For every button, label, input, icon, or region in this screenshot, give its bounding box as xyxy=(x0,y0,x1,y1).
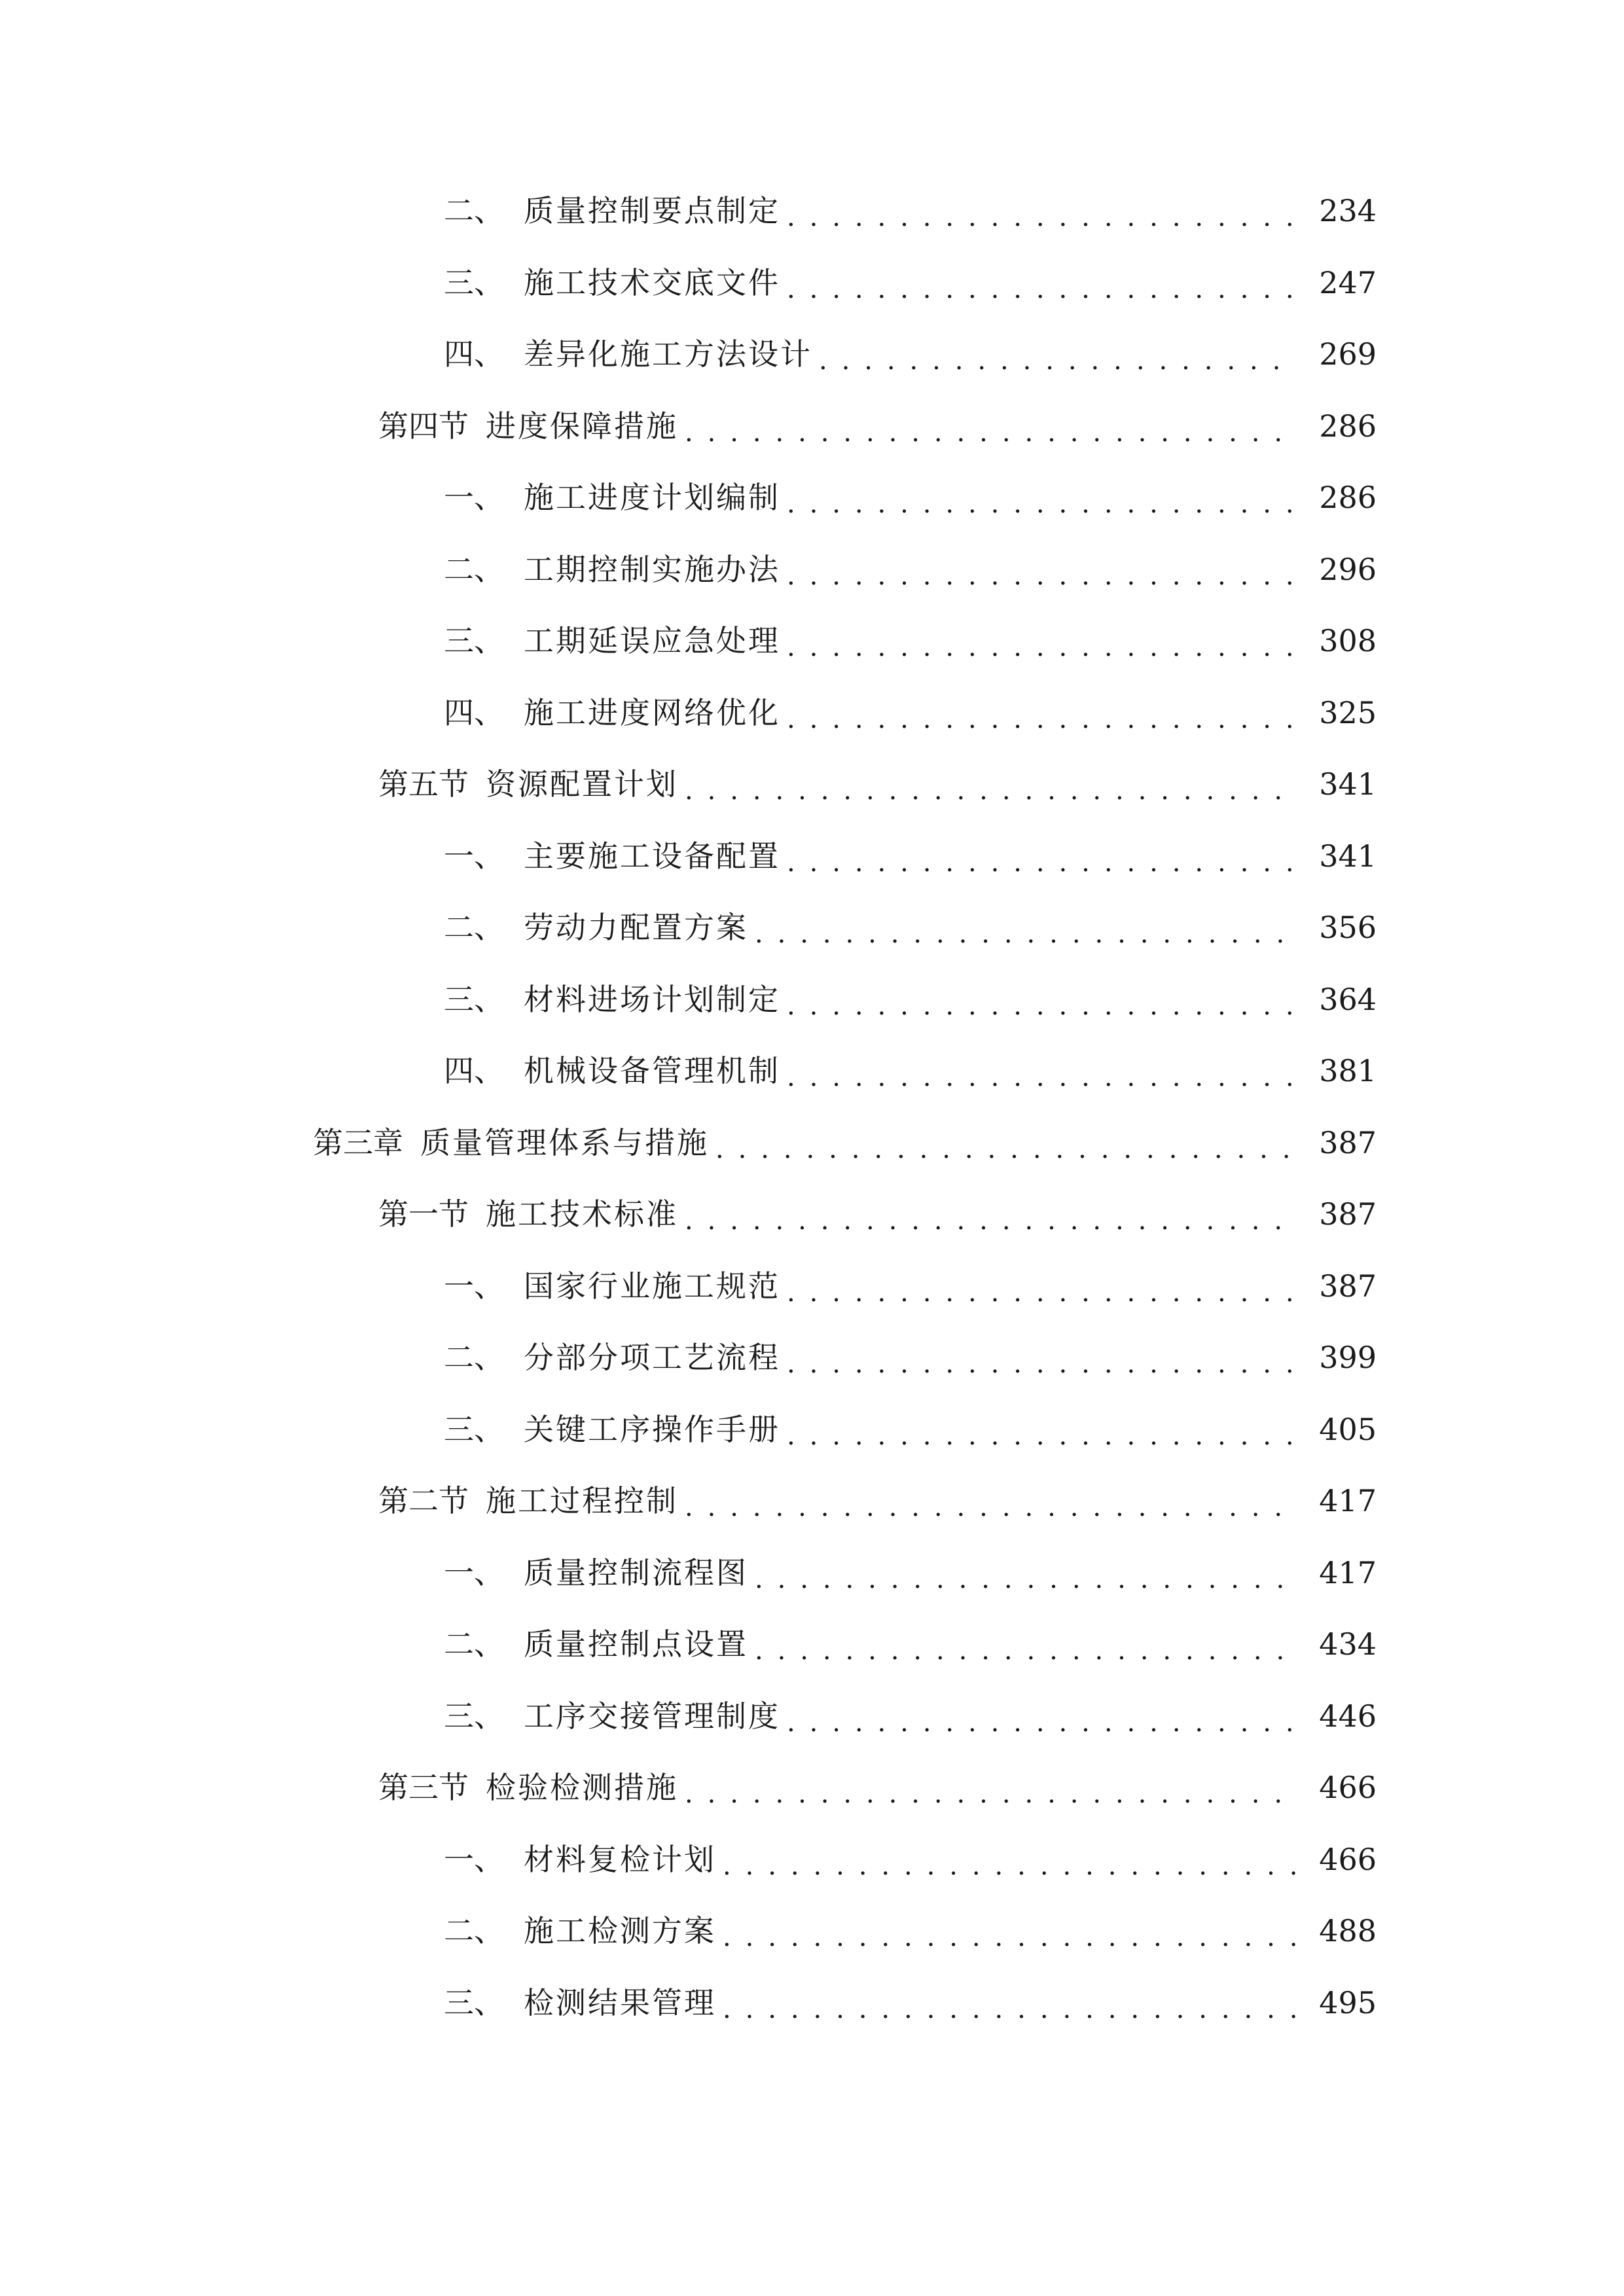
toc-entry-page-number: 387 xyxy=(1310,1188,1377,1240)
toc-entry-title: 机械设备管理机制 xyxy=(524,1053,780,1088)
toc-entry[interactable] xyxy=(378,758,1624,810)
toc-entry-page-number: 364 xyxy=(1310,973,1377,1026)
toc-entry-page-number: 234 xyxy=(1310,185,1377,237)
toc-entry[interactable] xyxy=(444,1547,1624,1599)
toc-entry-title: 质量管理体系与措施 xyxy=(420,1124,709,1160)
toc-entry[interactable] xyxy=(444,830,1624,882)
toc-entry[interactable] xyxy=(444,328,1624,380)
toc-entry-page-number: 341 xyxy=(1310,758,1377,810)
toc-entry-number: 二、 xyxy=(444,551,504,587)
toc-entry-title: 检测结果管理 xyxy=(524,1984,716,2020)
toc-entry[interactable] xyxy=(444,615,1624,667)
toc-entry[interactable] xyxy=(444,973,1624,1026)
toc-entry[interactable] xyxy=(444,1977,1624,2029)
toc-entry-title: 资源配置计划 xyxy=(486,766,678,802)
toc-dot-leader xyxy=(685,1188,1297,1240)
toc-entry[interactable] xyxy=(444,1403,1624,1456)
toc-dot-leader xyxy=(715,1117,1297,1169)
toc-entry-title: 进度保障措施 xyxy=(486,408,678,444)
toc-dot-leader xyxy=(787,1690,1297,1742)
toc-entry-title: 施工进度计划编制 xyxy=(524,480,780,515)
toc-entry-page-number: 387 xyxy=(1310,1117,1377,1169)
toc-entry-number: 第三节 xyxy=(378,1770,469,1805)
toc-dot-leader xyxy=(685,758,1297,810)
toc-dot-leader xyxy=(685,1761,1297,1814)
toc-entry-page-number: 308 xyxy=(1310,615,1377,667)
toc-entry-title: 施工检测方案 xyxy=(524,1913,716,1948)
toc-dot-leader xyxy=(755,901,1297,954)
toc-entry-title: 质量控制点设置 xyxy=(524,1626,748,1662)
toc-entry-title: 国家行业施工规范 xyxy=(524,1268,780,1304)
toc-dot-leader xyxy=(787,471,1297,524)
toc-entry-title: 检验检测措施 xyxy=(486,1770,678,1805)
toc-entry-number: 一、 xyxy=(444,1554,504,1590)
toc-entry-number: 第一节 xyxy=(378,1196,469,1232)
toc-entry[interactable] xyxy=(378,1761,1624,1814)
toc-entry-title: 关键工序操作手册 xyxy=(524,1411,780,1447)
toc-entry[interactable] xyxy=(444,1690,1624,1742)
toc-entry-page-number: 434 xyxy=(1310,1618,1377,1670)
toc-dot-leader xyxy=(685,1475,1297,1527)
toc-entry-number: 第五节 xyxy=(378,766,469,802)
toc-entry-number: 四、 xyxy=(444,1053,504,1088)
toc-entry[interactable] xyxy=(378,1188,1624,1240)
toc-entry-page-number: 405 xyxy=(1310,1403,1377,1456)
toc-dot-leader xyxy=(787,1260,1297,1312)
toc-entry[interactable] xyxy=(444,1331,1624,1384)
toc-entry-title: 工期延误应急处理 xyxy=(524,623,780,658)
toc-dot-leader xyxy=(787,615,1297,667)
toc-dot-leader xyxy=(787,1403,1297,1456)
toc-entry-number: 三、 xyxy=(444,981,504,1017)
toc-entry-page-number: 341 xyxy=(1310,830,1377,882)
toc-entry-number: 二、 xyxy=(444,1913,504,1948)
toc-entry[interactable] xyxy=(444,1833,1624,1886)
toc-entry-number: 一、 xyxy=(444,838,504,874)
toc-entry-title: 差异化施工方法设计 xyxy=(524,336,812,372)
toc-entry[interactable] xyxy=(444,901,1624,954)
toc-dot-leader xyxy=(787,257,1297,309)
toc-entry-number: 二、 xyxy=(444,1340,504,1375)
toc-entry-page-number: 417 xyxy=(1310,1547,1377,1599)
toc-entry-number: 三、 xyxy=(444,623,504,658)
toc-entry[interactable] xyxy=(444,185,1624,237)
toc-entry-title: 施工过程控制 xyxy=(486,1483,678,1518)
toc-entry-title: 工序交接管理制度 xyxy=(524,1698,780,1734)
toc-entry-page-number: 269 xyxy=(1310,328,1377,380)
toc-dot-leader xyxy=(723,1833,1297,1886)
toc-entry-page-number: 296 xyxy=(1310,543,1377,596)
toc-entry-page-number: 466 xyxy=(1310,1761,1377,1814)
toc-entry[interactable] xyxy=(444,687,1624,739)
toc-entry-number: 四、 xyxy=(444,336,504,372)
toc-entry-number: 三、 xyxy=(444,1984,504,2020)
toc-entry-page-number: 488 xyxy=(1310,1905,1377,1957)
toc-dot-leader xyxy=(787,1331,1297,1384)
toc-entry-title: 分部分项工艺流程 xyxy=(524,1340,780,1375)
toc-dot-leader xyxy=(787,830,1297,882)
toc-entry[interactable] xyxy=(444,1618,1624,1670)
toc-entry[interactable] xyxy=(378,1475,1624,1527)
toc-entry[interactable] xyxy=(444,543,1624,596)
toc-entry[interactable] xyxy=(444,1045,1624,1097)
toc-dot-leader xyxy=(723,1905,1297,1957)
toc-entry[interactable] xyxy=(444,1260,1624,1312)
toc-entry-number: 二、 xyxy=(444,910,504,945)
toc-dot-leader xyxy=(819,328,1297,380)
toc-entry-title: 材料复检计划 xyxy=(524,1841,716,1877)
toc-entry-page-number: 417 xyxy=(1310,1475,1377,1527)
toc-entry-number: 三、 xyxy=(444,1411,504,1447)
toc-dot-leader xyxy=(755,1618,1297,1670)
toc-entry-number: 一、 xyxy=(444,480,504,515)
toc-dot-leader xyxy=(723,1977,1297,2029)
toc-entry-page-number: 381 xyxy=(1310,1045,1377,1097)
toc-dot-leader xyxy=(787,1045,1297,1097)
toc-entry[interactable] xyxy=(444,471,1624,524)
toc-entry-title: 工期控制实施办法 xyxy=(524,551,780,587)
toc-entry-page-number: 495 xyxy=(1310,1977,1377,2029)
toc-entry-number: 二、 xyxy=(444,1626,504,1662)
toc-entry-page-number: 286 xyxy=(1310,471,1377,524)
toc-entry[interactable] xyxy=(444,1905,1624,1957)
toc-entry[interactable] xyxy=(313,1117,1624,1169)
toc-dot-leader xyxy=(787,185,1297,237)
toc-dot-leader xyxy=(685,400,1297,452)
toc-entry-title: 质量控制要点制定 xyxy=(524,193,780,228)
toc-entry[interactable] xyxy=(444,257,1624,309)
toc-dot-leader xyxy=(787,543,1297,596)
toc-entry-page-number: 356 xyxy=(1310,901,1377,954)
toc-entry-title: 材料进场计划制定 xyxy=(524,981,780,1017)
toc-dot-leader xyxy=(787,973,1297,1026)
toc-dot-leader xyxy=(755,1547,1297,1599)
toc-entry-number: 三、 xyxy=(444,1698,504,1734)
toc-entry-number: 二、 xyxy=(444,193,504,228)
toc-entry-title: 质量控制流程图 xyxy=(524,1554,748,1590)
toc-entry-page-number: 325 xyxy=(1310,687,1377,739)
toc-entry-page-number: 446 xyxy=(1310,1690,1377,1742)
toc-dot-leader xyxy=(787,687,1297,739)
toc-entry-number: 第四节 xyxy=(378,408,469,444)
toc-entry-number: 第二节 xyxy=(378,1483,469,1518)
toc-entry[interactable] xyxy=(378,400,1624,452)
toc-entry-page-number: 399 xyxy=(1310,1331,1377,1384)
toc-entry-title: 施工进度网络优化 xyxy=(524,694,780,730)
toc-entry-number: 一、 xyxy=(444,1268,504,1304)
toc-entry-title: 主要施工设备配置 xyxy=(524,838,780,874)
toc-entry-title: 施工技术交底文件 xyxy=(524,264,780,300)
toc-entry-page-number: 286 xyxy=(1310,400,1377,452)
toc-entry-title: 施工技术标准 xyxy=(486,1196,678,1232)
toc-entry-number: 四、 xyxy=(444,694,504,730)
toc-entry-number: 第三章 xyxy=(313,1124,403,1160)
toc-entry-number: 一、 xyxy=(444,1841,504,1877)
toc-entry-page-number: 387 xyxy=(1310,1260,1377,1312)
toc-entry-page-number: 247 xyxy=(1310,257,1377,309)
toc-entry-page-number: 466 xyxy=(1310,1833,1377,1886)
toc-entry-title: 劳动力配置方案 xyxy=(524,910,748,945)
toc-entry-number: 三、 xyxy=(444,264,504,300)
